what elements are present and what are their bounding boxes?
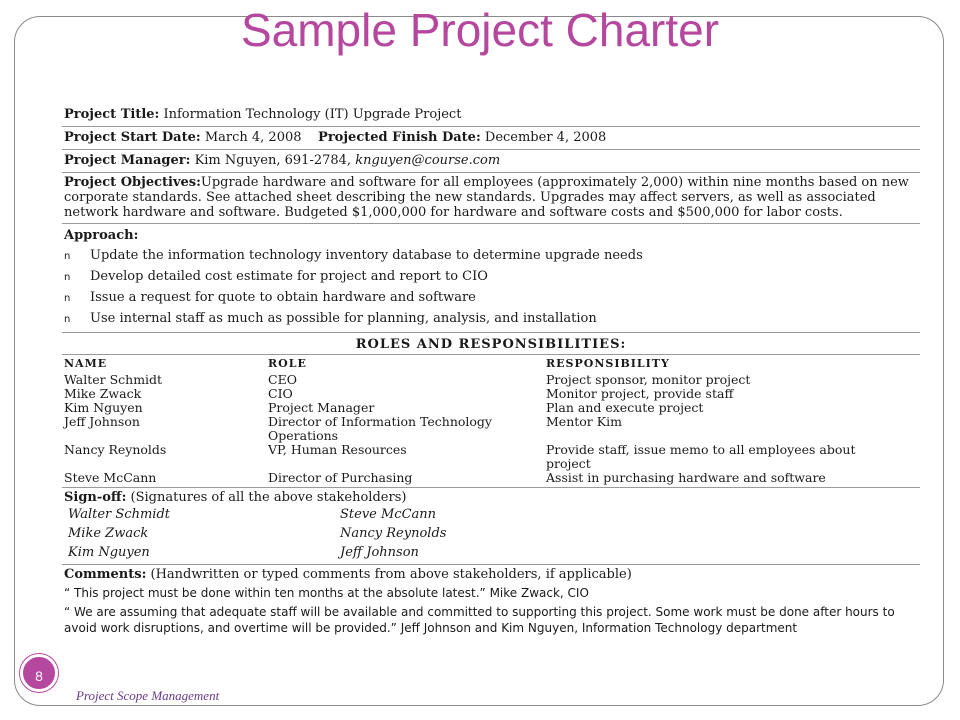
col-resp-header: RESPONSIBILITY <box>546 357 670 370</box>
approach-item-text: Use internal staff as much as possible for planning, analysis, and installation <box>90 311 597 326</box>
comments-label: Comments: <box>64 567 147 582</box>
role-name: Mike Zwack <box>64 386 142 401</box>
signoff-note: (Signatures of all the above stakeholders) <box>130 490 407 505</box>
table-row <box>64 415 918 443</box>
col-name-header: NAME <box>64 357 108 370</box>
finish-date-value: December 4, 2008 <box>484 130 607 145</box>
signature: Mike Zwack <box>68 526 149 541</box>
approach-item <box>64 267 918 288</box>
signature-row <box>64 543 918 562</box>
table-row <box>64 373 918 387</box>
signature: Jeff Johnson <box>340 545 419 560</box>
signoff-label: Sign-off: <box>64 490 127 505</box>
role-resp: Provide staff, issue memo to all employees about project <box>546 442 856 471</box>
bullet-marker: n <box>64 272 71 283</box>
signature-row <box>64 524 918 543</box>
comments-note: (Handwritten or typed comments from above stakeholders, if applicable) <box>150 567 632 582</box>
role-name: Walter Schmidt <box>64 372 163 387</box>
slide-title: Sample Project Charter <box>240 4 720 56</box>
bullet-marker: n <box>64 314 71 325</box>
approach-item <box>64 309 918 330</box>
roles-heading: ROLES AND RESPONSIBILITIES: <box>62 333 920 355</box>
approach-item-text: Develop detailed cost estimate for project and report to CIO <box>90 269 488 284</box>
role-resp: Monitor project, provide staff <box>546 386 734 401</box>
table-row <box>64 471 918 485</box>
signature-row <box>64 505 918 524</box>
signoff-section <box>62 488 920 565</box>
start-date-value: March 4, 2008 <box>204 130 302 145</box>
page-number-badge: 8 <box>20 654 58 692</box>
finish-date-label: Projected Finish Date: <box>318 130 481 145</box>
objectives-value: Upgrade hardware and software for all employees (approximately 2,000) within nine months based on new corporate standards. See attached sheet describing the new standards. Upgrades may affect servers, as well as associated network hardware and software. Budgeted $1,000,000 for hardware and software costs and $500,000 for labor costs. <box>64 175 909 220</box>
project-title-label: Project Title: <box>64 107 160 122</box>
role-name: Jeff Johnson <box>64 414 140 429</box>
role-resp: Plan and execute project <box>546 400 704 415</box>
signature: Steve McCann <box>340 507 437 522</box>
manager-email: knguyen@course.com <box>355 153 501 168</box>
role-title: Director of Information Technology Operations <box>268 414 492 443</box>
role-title: VP, Human Resources <box>268 442 407 457</box>
project-manager-row <box>62 150 920 173</box>
role-title: Project Manager <box>268 400 375 415</box>
project-title-value: Information Technology (IT) Upgrade Project <box>163 107 462 122</box>
col-role-header: ROLE <box>268 357 307 370</box>
comment: “ This project must be done within ten months at the absolute latest.” Mike Zwack, CIO <box>64 586 589 600</box>
manager-value: Kim Nguyen, 691-2784, <box>194 153 352 168</box>
roles-table <box>62 355 920 488</box>
signature: Nancy Reynolds <box>340 526 447 541</box>
role-resp: Mentor Kim <box>546 414 622 429</box>
signature: Walter Schmidt <box>68 507 170 522</box>
approach-item <box>64 246 918 267</box>
table-row <box>64 401 918 415</box>
bullet-marker: n <box>64 293 71 304</box>
approach-label: Approach: <box>64 228 139 243</box>
project-dates-row <box>62 127 920 150</box>
signature: Kim Nguyen <box>68 545 150 560</box>
table-row <box>64 443 918 471</box>
slide-footer: Project Scope Management <box>76 688 220 703</box>
manager-label: Project Manager: <box>64 153 191 168</box>
approach-item <box>64 288 918 309</box>
project-charter-document <box>62 104 920 638</box>
role-resp: Assist in purchasing hardware and software <box>546 470 826 485</box>
approach-section <box>62 224 920 333</box>
approach-item-text: Update the information technology inventory database to determine upgrade needs <box>90 248 643 263</box>
comment: “ We are assuming that adequate staff will be available and committed to supporting this project. Some work must be done after hours to avoid work disruptions, and overtime will be provided.” Jeff Johnson and Kim Nguyen, Information Technology department <box>64 605 895 635</box>
project-objectives-row <box>62 173 920 224</box>
role-title: Director of Purchasing <box>268 470 413 485</box>
role-name: Steve McCann <box>64 470 157 485</box>
role-title: CIO <box>268 386 293 401</box>
roles-header-row <box>64 357 918 371</box>
start-date-label: Project Start Date: <box>64 130 201 145</box>
role-title: CEO <box>268 372 297 387</box>
project-title-row <box>62 104 920 127</box>
role-resp: Project sponsor, monitor project <box>546 372 751 387</box>
table-row <box>64 387 918 401</box>
bullet-marker: n <box>64 251 71 262</box>
approach-item-text: Issue a request for quote to obtain hardware and software <box>90 290 476 305</box>
comments-section <box>62 565 920 638</box>
role-name: Nancy Reynolds <box>64 442 167 457</box>
objectives-label: Project Objectives: <box>64 175 201 190</box>
role-name: Kim Nguyen <box>64 400 143 415</box>
